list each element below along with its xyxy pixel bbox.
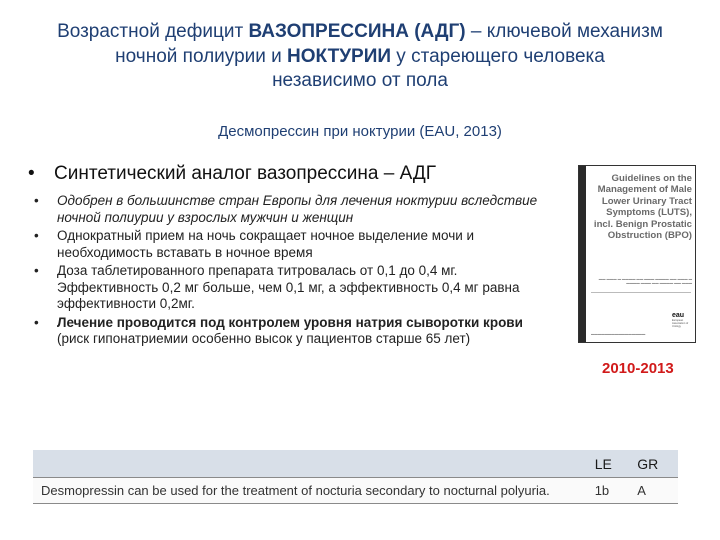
bullet-marker: • — [34, 314, 39, 330]
slide-title — [0, 20, 720, 94]
main-bullet-marker: • — [28, 163, 35, 184]
main-bullet — [28, 163, 436, 185]
title-line-1-pre: Возрастной дефицит — [57, 21, 249, 42]
header-le: LE — [595, 450, 638, 478]
title-line-2-post: у стареющего человека — [391, 45, 605, 67]
title-line-1-post: – ключевой механизм — [465, 21, 663, 42]
bullet-list — [34, 193, 549, 350]
bullet-marker: • — [34, 263, 39, 278]
title-line-1 — [0, 20, 720, 45]
years-label: 2010-2013 — [602, 360, 674, 377]
level-of-evidence: 1b — [595, 478, 638, 504]
book-divider — [591, 292, 691, 293]
title-line-2-bold: НОКТУРИИ — [287, 45, 392, 67]
bullet-text: Одобрен в большинстве стран Европы для лечения ноктурии вследствие ночной полиурии у взрослых мужчин и женщин — [57, 193, 538, 225]
bullet-item — [34, 193, 549, 226]
bullet-text-bold: Лечение проводится под контролем уровня натрия сыворотки крови — [57, 314, 523, 330]
eau-logo-text: eau — [672, 312, 685, 319]
title-line-2 — [0, 45, 720, 70]
bullet-text: Доза таблетированного препарата титровалась от 0,1 до 0,4 мг. Эффективность 0,2 мг больше, чем 0,1 мг, а эффективность 0,4 мг равна эффективности 0,2мг. — [57, 263, 520, 311]
book-footer: ▬▬▬▬▬▬▬▬▬▬▬▬▬▬▬▬ — [591, 332, 646, 336]
title-line-3: независимо от пола — [272, 70, 448, 91]
recommendation-text: Desmopressin can be used for the treatment of nocturia secondary to nocturnal polyuria. — [33, 478, 595, 504]
guidelines-book-cover — [578, 165, 696, 343]
book-spine-bar — [579, 166, 586, 342]
header-gr: GR — [637, 450, 678, 478]
title-line-1-bold: ВАЗОПРЕССИНА (АДГ) — [248, 21, 466, 42]
eau-logo-icon — [672, 312, 690, 328]
book-authors: ▬▬ ▬▬▬ ▬ ▬▬▬▬ ▬▬ ▬▬▬ ▬▬▬▬ ▬▬ ▬▬▬ ▬ ▬▬▬▬ ▬▬▬ ▬▬ ▬▬▬▬ ▬▬ ▬▬▬ — [598, 277, 692, 286]
bullet-item — [34, 263, 549, 313]
table-row — [33, 478, 678, 504]
bullet-item — [34, 228, 549, 261]
bullet-item — [34, 315, 549, 348]
recommendation-table — [33, 450, 678, 504]
bullet-marker: • — [34, 193, 39, 208]
header-text — [33, 450, 595, 478]
book-title: Guidelines on the Management of Male Lower Urinary Tract Symptoms (LUTS), incl. Benign Prostatic Obstruction (BPO) — [593, 173, 692, 242]
bullet-text-rest: (риск гипонатриемии особенно высок у пациентов старше 65 лет) — [57, 331, 471, 346]
table-header-row — [33, 450, 678, 478]
bullet-text: Однократный прием на ночь сокращает ночное выделение мочи и необходимость вставать в ночное время — [57, 228, 475, 260]
eau-logo-subtext: European Association of Urology — [672, 319, 689, 328]
bullet-marker: • — [34, 228, 39, 243]
title-line-2-pre: ночной полиурии и — [115, 45, 288, 67]
grade-of-recommendation: A — [637, 478, 678, 504]
slide-subtitle: Десмопрессин при ноктурии (EAU, 2013) — [218, 123, 502, 140]
main-bullet-text: Синтетический аналог вазопрессина – АДГ — [54, 163, 437, 184]
